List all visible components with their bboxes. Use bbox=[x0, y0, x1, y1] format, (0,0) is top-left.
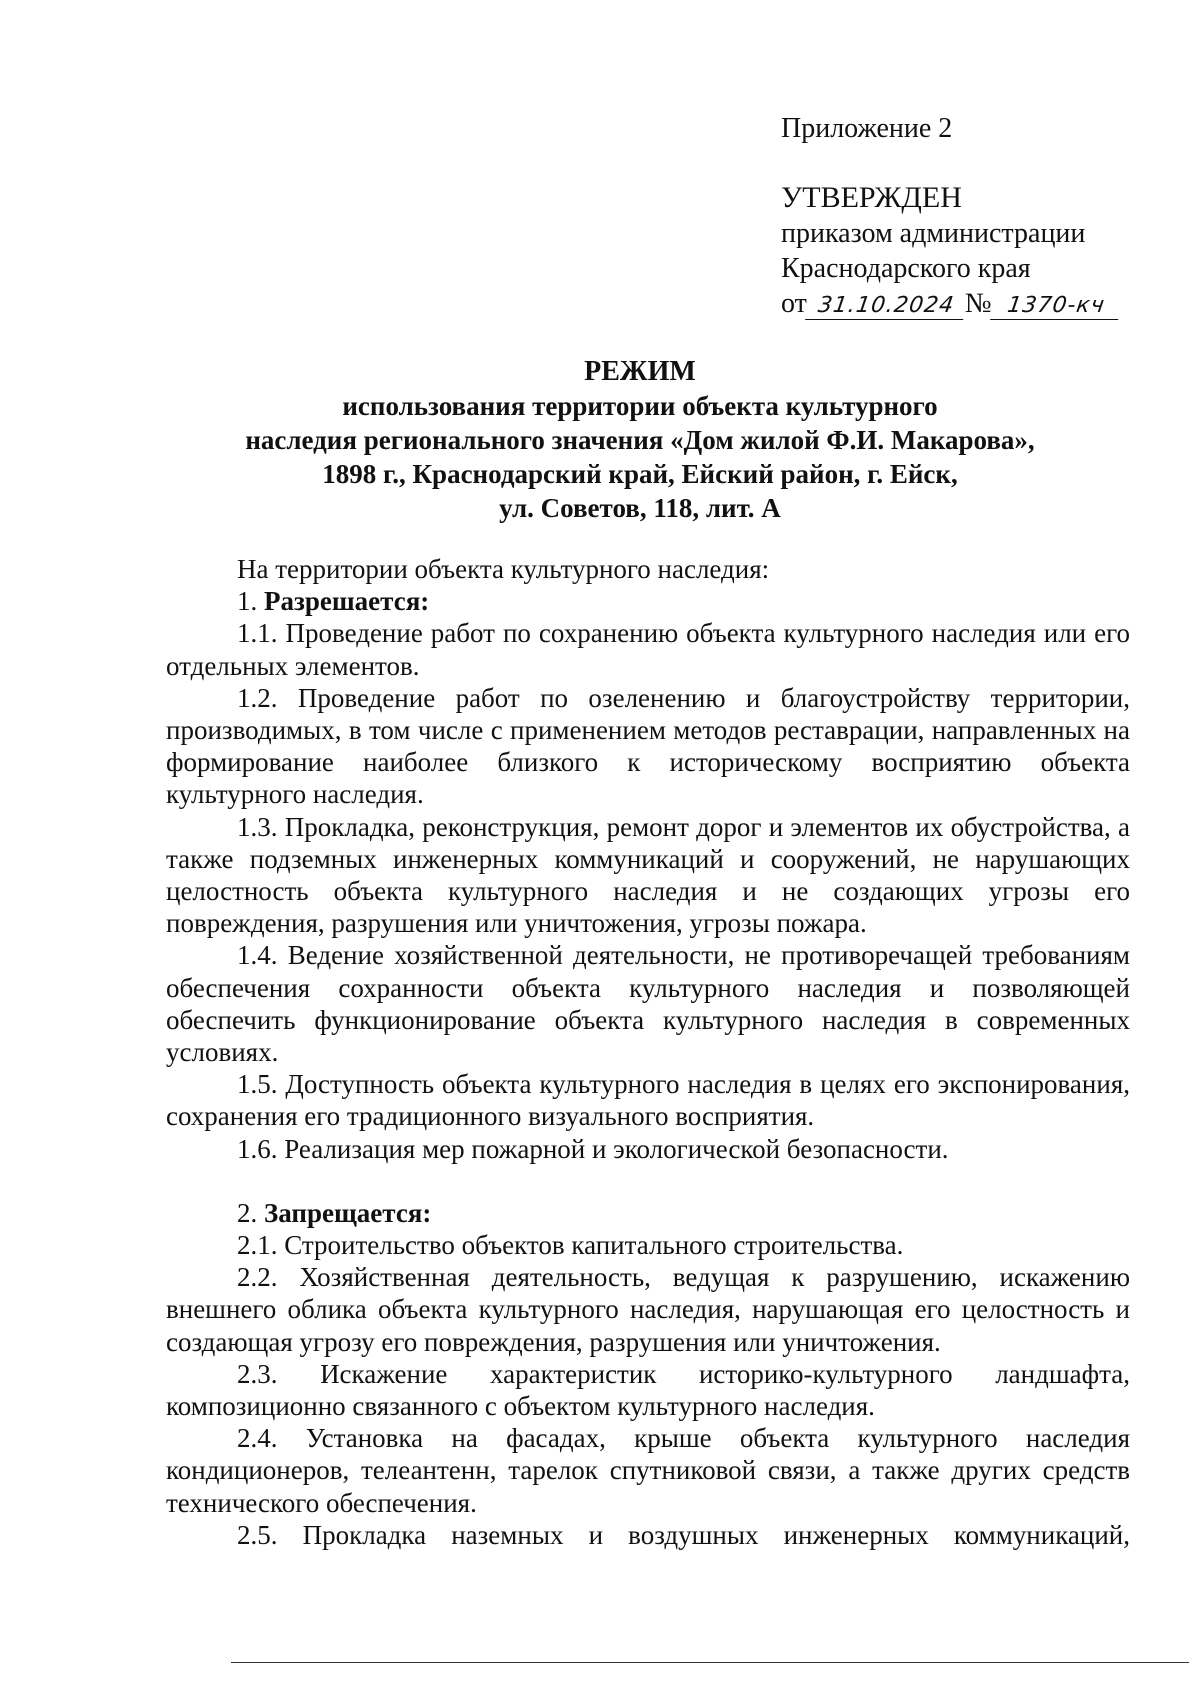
list-item: 1.2. Проведение работ по озеленению и благоустройству территории, производимых, в том числе с применением методов реставрации, направленных на формирование наиболее близкого к историческому восприятию объекта культурного наследия. bbox=[166, 682, 1130, 810]
handwritten-order-number: 1370-кч bbox=[990, 293, 1122, 320]
list-item: 1.5. Доступность объекта культурного наследия в целях его экспонирования, сохранения его традиционного визуального восприятия. bbox=[166, 1069, 1130, 1132]
section-title: Запрещается: bbox=[264, 1197, 432, 1228]
section-1-heading bbox=[166, 585, 1130, 617]
list-item: 2.1. Строительство объектов капитального строительства. bbox=[237, 1230, 904, 1261]
approved-stamp-text: УТВЕРЖДЕН bbox=[781, 181, 962, 214]
intro-paragraph: На территории объекта культурного наследия: bbox=[237, 554, 770, 584]
date-prefix: от bbox=[781, 288, 807, 319]
heading-line: 1898 г., Краснодарский край, Ейский район, г. Ейск, bbox=[322, 459, 958, 489]
section-2-heading bbox=[166, 1197, 1130, 1229]
list-item: 2.2. Хозяйственная деятельность, ведущая к разрушению, искажению внешнего облика объекта культурного наследия, нарушающая его целостность и создающая угрозу его повреждения, разрушения или уничтожения. bbox=[166, 1262, 1130, 1357]
appendix-label: Приложение 2 bbox=[781, 113, 953, 144]
heading-title: РЕЖИМ bbox=[584, 356, 696, 387]
heading-line: наследия регионального значения «Дом жилой Ф.И. Макарова», bbox=[245, 425, 1035, 455]
document-body bbox=[166, 553, 1130, 1551]
approval-block bbox=[781, 111, 1181, 321]
approval-line-1: приказом администрации bbox=[781, 218, 1086, 249]
list-item: 2.5. Прокладка наземных и воздушных инженерных коммуникаций, bbox=[237, 1519, 1130, 1550]
heading-line: ул. Советов, 118, лит. А bbox=[499, 493, 781, 523]
section-number: 2. bbox=[237, 1197, 258, 1228]
heading-line: использования территории объекта культурного bbox=[342, 391, 938, 421]
number-prefix: № bbox=[964, 288, 992, 319]
approval-line-2: Краснодарского края bbox=[781, 253, 1031, 284]
document-heading bbox=[160, 355, 1120, 525]
handwritten-date: 31.10.2024 bbox=[805, 293, 967, 320]
list-item: 1.3. Прокладка, реконструкция, ремонт дорог и элементов их обустройства, а также подземных инженерных коммуникаций и сооружений, не нарушающих целостность объекта культурного наследия и не создающих угрозы его повреждения, разрушения или уничтожения, угрозы пожара. bbox=[166, 811, 1130, 939]
list-item: 1.1. Проведение работ по сохранению объекта культурного наследия или его отдельных элементов. bbox=[166, 618, 1130, 681]
order-date-number-line bbox=[781, 286, 1181, 321]
footer-rule bbox=[231, 1662, 1189, 1663]
section-number: 1. bbox=[237, 586, 258, 617]
section-title: Разрешается: bbox=[264, 586, 430, 617]
list-item: 1.6. Реализация мер пожарной и экологической безопасности. bbox=[237, 1133, 949, 1164]
list-item: 1.4. Ведение хозяйственной деятельности, не противоречащей требованиям обеспечения сохранности объекта культурного наследия и позволяющей обеспечить функционирование объекта культурного наследия в современных условиях. bbox=[166, 940, 1130, 1068]
list-item: 2.3. Искажение характеристик историко-культурного ландшафта, композиционно связанного с объектом культурного наследия. bbox=[166, 1358, 1130, 1422]
section-spacer bbox=[166, 1165, 1130, 1197]
list-item: 2.4. Установка на фасадах, крыше объекта культурного наследия кондиционеров, телеантенн, тарелок спутниковой связи, а также других средств технического обеспечения. bbox=[166, 1423, 1130, 1518]
